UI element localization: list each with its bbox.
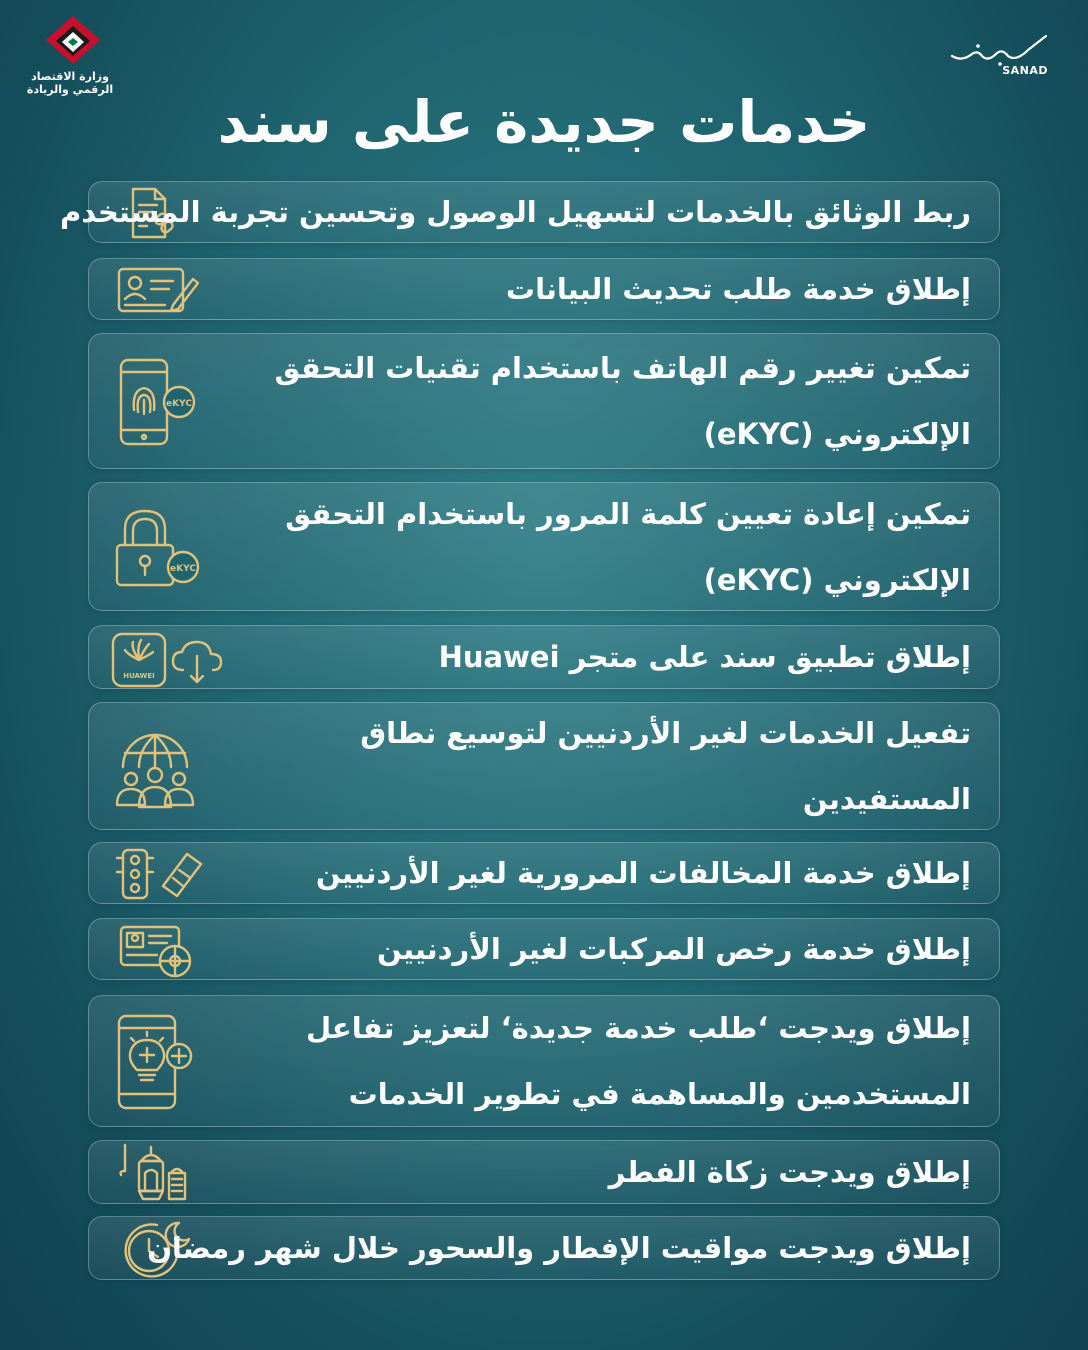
globe-people-icon (109, 719, 201, 811)
service-text: تمكين تغيير رقم الهاتف باستخدام تقنيات التحقق (274, 351, 971, 385)
service-text: إطلاق ويدجت زكاة الفطر (608, 1155, 971, 1189)
service-card-new-service-widget (88, 995, 1000, 1127)
service-card-huawei-store (88, 625, 1000, 689)
service-card-document-linking (59, 181, 1000, 243)
svg-text:eKYC: eKYC (170, 564, 196, 574)
service-text: الإلكتروني (eKYC) (703, 417, 971, 451)
service-text: إطلاق ويدجت ‘طلب خدمة جديدة‘ لتعزيز تفاعل (306, 1011, 971, 1045)
service-text: إطلاق ويدجت مواقيت الإفطار والسحور خلال شهر رمضان (147, 1231, 971, 1265)
service-text: المستخدمين والمساهمة في تطوير الخدمات (348, 1077, 971, 1111)
service-card-vehicle-licenses (88, 918, 1000, 980)
svg-text:eKYC: eKYC (166, 399, 192, 409)
service-card-phone-change-ekyc (88, 333, 1000, 469)
service-text: تمكين إعادة تعيين كلمة المرور باستخدام التحقق (285, 496, 971, 531)
service-card-traffic-violations (88, 842, 1000, 904)
page-title: خدمات جديدة على سند (217, 88, 871, 156)
traffic-light-ticket-icon (113, 846, 207, 902)
service-card-ramadan-times (88, 1216, 1000, 1280)
svg-text:HUAWEI: HUAWEI (123, 672, 155, 680)
padlock-icon (113, 507, 203, 589)
service-card-non-jordanians (88, 702, 1000, 830)
service-text: إطلاق تطبيق سند على متجر Huawei (438, 640, 971, 674)
service-text: تفعيل الخدمات لغير الأردنيين لتوسيع نطاق (360, 716, 971, 750)
service-text: إطلاق خدمة رخص المركبات لغير الأردنيين (377, 932, 971, 966)
service-text: المستفيدين (802, 782, 971, 816)
phone-fingerprint-icon (117, 358, 197, 448)
service-card-zakat-widget (88, 1140, 1000, 1204)
phone-lightbulb-plus-icon (113, 1012, 199, 1112)
id-card-edit-icon (115, 265, 199, 315)
service-card-password-reset-ekyc (88, 482, 1000, 611)
service-text: إطلاق خدمة طلب تحديث البيانات (505, 272, 971, 306)
service-text: الإلكتروني (eKYC) (703, 562, 971, 597)
ministry-name: وزارة الاقتصاد الرقمي والريادة (26, 70, 114, 96)
lantern-mosque-icon (117, 1143, 197, 1205)
huawei-cloud-download-icon (109, 630, 233, 688)
sanad-brand-label: SANAD (1002, 64, 1048, 77)
service-text: إطلاق خدمة المخالفات المرورية لغير الأردنيين (315, 856, 971, 890)
service-card-data-update (88, 258, 1000, 320)
license-card-wheel-icon (117, 921, 197, 979)
service-text: ربط الوثائق بالخدمات لتسهيل الوصول وتحسين تجربة المستخدم (59, 195, 971, 229)
